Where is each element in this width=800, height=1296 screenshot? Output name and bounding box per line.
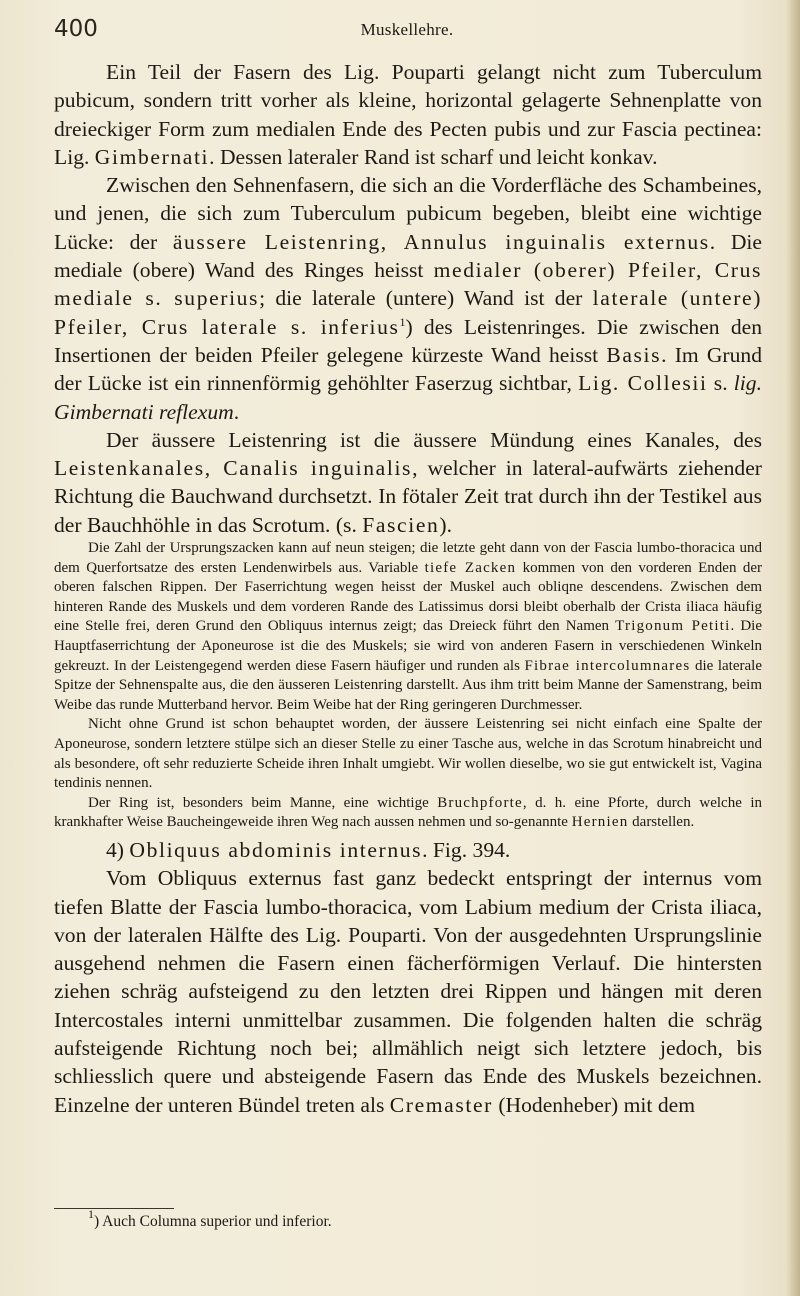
footnote-marker: 1 xyxy=(88,1207,94,1221)
spaced-term: Basis xyxy=(606,342,662,367)
text-run: Die Zahl der Ursprungszacken kann auf neun steigen; die letzte geht dann von der Fascia lumbo-thoracica und dem Querfortsatze des ersten Lendenwirbels aus. Variable xyxy=(54,540,762,576)
spaced-term: Fascien xyxy=(362,512,440,537)
paragraph-leistenkanal xyxy=(54,426,762,539)
page-edge-shadow xyxy=(786,0,800,1296)
spaced-term: Bruchpforte xyxy=(437,794,523,811)
text-run: , welcher in lateral-aufwärts ziehender Richtung die Bauchwand durchsetzt. In fötaler Zeit trat durch ihn der Testikel aus der Bauchhöhle in das Scrotum. (s. xyxy=(54,456,762,537)
section-heading-obliquus-internus xyxy=(54,836,762,864)
text-run: , d. h. eine Pforte, durch welche in krankhafter Weise Baucheingeweide ihren Weg nach aussen nehmen und so-genannte xyxy=(54,794,762,831)
text-body xyxy=(54,58,762,1119)
text-run: ; die laterale (untere) Wand ist der xyxy=(259,286,593,311)
text-run: . Die mediale (obere) Wand des Ringes heisst xyxy=(54,229,762,283)
text-run: kommen von den vorderen Enden der oberen falschen Rippen. Der Faserrichtung wegen heisst der Muskel auch obliqne descendens. Zwischen dem hinteren Rande des Muskels und dem vorderen Rande des Latissimus dorsi bleibt oberhalb der Crista iliaca häufig eine Stelle frei, deren Grund den Obliquus internus zeigt; das Dreieck führt den Namen xyxy=(54,559,762,635)
footnote-text: ) Auch Columna superior und inferior. xyxy=(94,1213,332,1230)
small-paragraph-ursprungszacken xyxy=(54,539,762,715)
paragraph-leistenring xyxy=(54,171,762,426)
text-run: Nicht ohne Grund ist schon behauptet worden, der äussere Leistenring sei nicht einfach eine Spalte der Aponeurose, sondern letztere stülpe sich an dieser Stelle zu einer Tasche aus, welche in das Scrotum hinabreicht und als besondere, oft sehr reduzierte Scheide ihren Inhalt umgiebt. Wir wollen dieselbe, wo sie gut entwickelt ist, Vagina tendinis nennen. xyxy=(54,716,762,792)
text-run: s. xyxy=(707,371,734,396)
text-run: die laterale Spitze der Sehnenspalte aus, die den äusseren Leistenring darstellt. Aus ihm tritt beim Manne der Samenstrang, beim Weibe das runde Mutterband hervor. Beim Weibe hat der Ring geringeren Durchmesser. xyxy=(54,657,762,713)
text-run: Vom Obliquus externus fast ganz bedeckt entspringt der internus vom tiefen Blatte der Fascia lumbo-thoracica, vom Labium medium der Crista iliaca, von der lateralen Hälfte des Lig. Pouparti. Von der ausgedehnten Ursprungslinie ausgehend nehmen die Fasern einen fächerförmigen Verlauf. Die hintersten ziehen schräg aufsteigend zu den letzten drei Rippen und hängen mit deren Intercostales interni unmittelbar zusammen. Die folgenden halten die schräg aufsteigende Richtung noch bei; allmählich neigt sich letztere jedoch, bis schliesslich quere und absteigende Fasern das Ende des Muskels bezeichnen. Einzelne der unteren Bündel treten als xyxy=(54,866,762,1117)
spaced-term: Hernien xyxy=(571,814,629,831)
text-run: . Fig. 394. xyxy=(422,837,511,862)
text-run: . Im Grund der Lücke ist ein rinnenförmig gehöhlter Faserzug sichtbar, xyxy=(54,342,763,396)
page-number: 400 xyxy=(54,16,98,42)
text-run: . Die Hauptfaserrichtung der Aponeurose ist die des Muskels; sie wird von anderen Fasern in verschiedenen Winkeln gekreuzt. In der Leistengegend werden diese Fasern häufiger und runden als xyxy=(54,618,762,674)
text-run: ) des Leistenringes. Die zwischen den Insertionen der beiden Pfeiler gelegene kürzeste Wand heisst xyxy=(54,314,763,367)
text-run: Der äussere Leistenring ist die äussere Mündung eines Kanales, des xyxy=(106,427,762,452)
paragraph-lig-gimbernati xyxy=(54,58,762,171)
section-number: 4) xyxy=(106,837,130,862)
spaced-term: Gimbernati xyxy=(94,144,210,169)
spaced-term: Trigonum Petiti xyxy=(615,618,731,635)
spaced-term: Lig. Collesii xyxy=(578,371,708,396)
spaced-term: Fibrae intercolumnares xyxy=(524,657,691,674)
text-run: ). xyxy=(439,512,453,537)
footnote xyxy=(88,1207,332,1231)
italic-term: lig. Gimbernati reflexum xyxy=(54,371,762,424)
text-run: . xyxy=(233,399,240,424)
running-head: Muskellehre. xyxy=(360,20,454,39)
spaced-term: laterale (untere) Pfeiler, Crus laterale s. inferius xyxy=(54,286,762,339)
text-run: Ein Teil der Fasern des Lig. Pouparti gelangt nicht zum Tuberculum pubicum, sondern tritt vorher als kleine, horizontal gelagerte Sehnenplatte von dreieckiger Form zum medialen Ende des Pecten pubis und zur Fascia pectinea: Lig. xyxy=(54,60,762,169)
text-run: darstellen. xyxy=(628,814,695,831)
spaced-term: medialer (oberer) Pfeiler, Crus mediale s. superius xyxy=(54,258,762,311)
paragraph-obliquus-internus xyxy=(54,864,762,1119)
text-run: (Hodenheber) mit dem xyxy=(492,1092,695,1117)
small-paragraph-bruchpforte xyxy=(54,794,762,833)
small-paragraph-vagina-tendinis xyxy=(54,715,762,793)
spaced-term: Cremaster xyxy=(389,1092,493,1117)
footnote-reference: 1 xyxy=(399,314,406,329)
text-run: Der Ring ist, besonders beim Manne, eine wichtige xyxy=(88,794,438,811)
spaced-term: Leistenkanales, Canalis inguinalis xyxy=(54,456,413,481)
spaced-term: tiefe Zacken xyxy=(424,559,517,576)
page-header xyxy=(54,16,760,46)
footnote-divider xyxy=(54,1208,174,1209)
text-run: . Dessen lateraler Rand ist scharf und leicht konkav. xyxy=(209,144,658,169)
spaced-term: Obliquus abdominis internus xyxy=(129,837,423,862)
spaced-term: äussere Leistenring, Annulus inguinalis externus xyxy=(172,229,710,254)
text-run: Zwischen den Sehnenfasern, die sich an die Vorderfläche des Schambeines, und jenen, die sich zum Tuberculum pubicum begeben, bleibt eine wichtige Lücke: der xyxy=(54,173,762,254)
